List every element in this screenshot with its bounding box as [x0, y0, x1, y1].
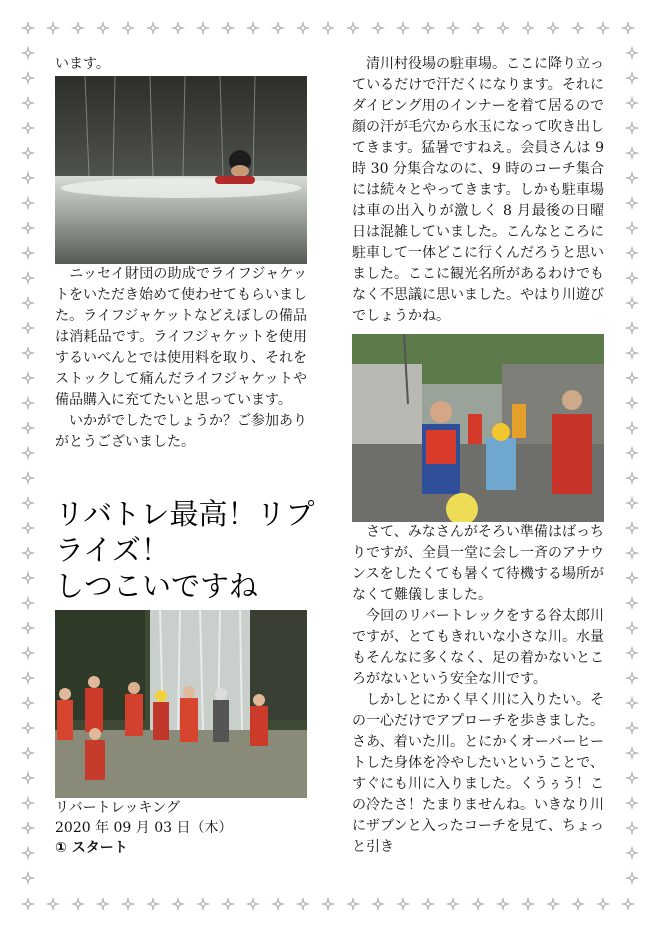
border-ornament: [625, 496, 639, 510]
border-ornament: [21, 721, 35, 735]
border-ornament: [625, 821, 639, 835]
border-ornament: [346, 21, 360, 35]
border-ornament: [71, 21, 85, 35]
border-ornament: [21, 421, 35, 435]
border-ornament: [321, 897, 335, 911]
photo-caption: [55, 798, 233, 858]
border-ornament: [396, 897, 410, 911]
border-ornament: [96, 21, 110, 35]
border-ornament: [246, 21, 260, 35]
border-ornament: [471, 897, 485, 911]
border-ornament: [625, 246, 639, 260]
border-ornament: [46, 21, 60, 35]
border-ornament: [446, 897, 460, 911]
border-ornament: [625, 746, 639, 760]
border-ornament: [21, 596, 35, 610]
border-ornament: [21, 346, 35, 360]
border-ornament: [496, 897, 510, 911]
border-ornament: [596, 21, 610, 35]
border-ornament: [625, 171, 639, 185]
border-ornament: [371, 897, 385, 911]
border-ornament: [21, 446, 35, 460]
border-ornament: [625, 146, 639, 160]
border-ornament: [625, 621, 639, 635]
caption-line-2: 2020 年 09 月 03 日（木）: [55, 820, 233, 836]
border-ornament: [21, 171, 35, 185]
border-ornament: [21, 121, 35, 135]
border-ornament: [21, 271, 35, 285]
border-ornament: [621, 897, 635, 911]
border-ornament: [221, 21, 235, 35]
border-ornament: [625, 396, 639, 410]
border-ornament: [146, 897, 160, 911]
border-ornament: [21, 696, 35, 710]
border-ornament: [21, 96, 35, 110]
border-ornament: [71, 897, 85, 911]
photo-waterfall-swimmer: [55, 76, 307, 264]
border-ornament: [371, 21, 385, 35]
border-ornament: [196, 897, 210, 911]
border-ornament: [146, 21, 160, 35]
border-ornament: [346, 897, 360, 911]
border-ornament: [246, 897, 260, 911]
border-ornament: [625, 96, 639, 110]
border-ornament: [521, 21, 535, 35]
border-ornament: [21, 621, 35, 635]
border-ornament: [521, 897, 535, 911]
border-ornament: [625, 121, 639, 135]
border-ornament: [321, 21, 335, 35]
border-ornament: [625, 196, 639, 210]
border-ornament: [421, 897, 435, 911]
border-ornament: [625, 321, 639, 335]
border-ornament: [121, 897, 135, 911]
border-ornament: [21, 371, 35, 385]
left-top-fragment: います。: [55, 56, 110, 72]
border-ornament: [121, 21, 135, 35]
border-ornament: [625, 421, 639, 435]
border-ornament: [21, 646, 35, 660]
border-ornament: [171, 897, 185, 911]
right-paragraph-1: 清川村役場の駐車場。ここに降り立っているだけで汗だくになります。それにダイビング用のインナーを着て居るので顔の汗が毛穴から水玉になって吹き出してきます。猛暑ですねえ。会員さんは 9 時 30 分集合なのに、9 時のコーチ集合には続々とやってきます。しかも駐車場は車の出入りが激しく 8 月最後の日曜日は混雑していました。こんなところに駐車して一体どこに行くんだろうと思いました。ここに観光名所があるわけでもなく不思議に思いました。やはり川遊びでしょうかね。: [352, 56, 604, 324]
headline-line-2: ライズ！: [55, 533, 170, 567]
border-ornament: [21, 471, 35, 485]
border-ornament: [296, 21, 310, 35]
headline: [55, 496, 315, 604]
border-ornament: [21, 396, 35, 410]
right-paragraph-4: しかしとにかく早く川に入りたい。その一心だけでアプローチを歩きました。さあ、着いた川。とにかくオーバーヒートした身体を冷やしたいということで、すぐにも川に入りました。くうぅう！この冷たさ！たまりませんね。いきなり川にザブンと入ったコーチを見て、ちょっと引き: [352, 692, 604, 855]
border-ornament: [546, 21, 560, 35]
border-ornament: [625, 846, 639, 860]
border-ornament: [625, 671, 639, 685]
border-ornament: [625, 571, 639, 585]
border-ornament: [21, 796, 35, 810]
left-paragraph-2: いかがでしたでしょうか？ご参加ありがとうございました。: [55, 413, 307, 450]
border-ornament: [496, 21, 510, 35]
border-ornament: [21, 21, 35, 35]
border-ornament: [21, 321, 35, 335]
border-ornament: [271, 897, 285, 911]
border-ornament: [471, 21, 485, 35]
right-paragraph-3: 今回のリバートレックをする谷太郎川ですが、とてもきれいな小さな川。水量もそんなに多くなく、足の着かないところがないという安全な川です。: [352, 608, 604, 687]
border-ornament: [21, 897, 35, 911]
border-ornament: [21, 521, 35, 535]
border-ornament: [21, 846, 35, 860]
border-ornament: [625, 446, 639, 460]
border-ornament: [21, 71, 35, 85]
border-ornament: [21, 46, 35, 60]
border-ornament: [625, 771, 639, 785]
left-paragraph-1: ニッセイ財団の助成でライフジャケットをいただき始めて使わせてもらいました。ライフジャケットなどえぼしの備品は消耗品です。ライフジャケットを使用するいべんとでは使用料を取り、それをストックして痛んだライフジャケットや備品購入に充てたいと思っています。: [55, 266, 307, 408]
border-ornament: [21, 146, 35, 160]
border-ornament: [625, 871, 639, 885]
left-column: [55, 54, 307, 75]
photo-group-at-waterfall: [55, 610, 307, 798]
right-paragraph-2: さて、みなさんがそろい準備はばっちりですが、全員一堂に会し一斉のアナウンスをしたくても暑くて待機する場所がなくて難儀しました。: [352, 524, 604, 603]
border-ornament: [625, 271, 639, 285]
border-ornament: [46, 897, 60, 911]
border-ornament: [21, 771, 35, 785]
border-ornament: [96, 897, 110, 911]
border-ornament: [21, 246, 35, 260]
border-ornament: [571, 897, 585, 911]
border-ornament: [446, 21, 460, 35]
border-ornament: [625, 521, 639, 535]
border-ornament: [571, 21, 585, 35]
headline-line-3: しつこいですね: [55, 569, 259, 603]
border-ornament: [171, 21, 185, 35]
border-ornament: [596, 897, 610, 911]
caption-line-3: ① スタート: [55, 840, 128, 856]
headline-line-1: リバトレ最高！リプ: [55, 497, 315, 531]
border-ornament: [625, 71, 639, 85]
caption-line-1: リバートレッキング: [55, 800, 181, 816]
right-column-top: [352, 54, 604, 327]
border-ornament: [396, 21, 410, 35]
border-ornament: [625, 646, 639, 660]
border-ornament: [625, 221, 639, 235]
border-ornament: [271, 21, 285, 35]
photo-group-walking: [352, 334, 604, 522]
border-ornament: [21, 221, 35, 235]
border-ornament: [421, 21, 435, 35]
border-ornament: [625, 346, 639, 360]
border-ornament: [625, 546, 639, 560]
border-ornament: [196, 21, 210, 35]
border-ornament: [625, 46, 639, 60]
left-column-body: [55, 264, 307, 453]
border-ornament: [21, 821, 35, 835]
border-ornament: [21, 746, 35, 760]
border-ornament: [21, 571, 35, 585]
border-ornament: [21, 196, 35, 210]
border-ornament: [21, 496, 35, 510]
border-ornament: [625, 371, 639, 385]
border-ornament: [21, 671, 35, 685]
border-ornament: [21, 296, 35, 310]
border-ornament: [625, 796, 639, 810]
border-ornament: [625, 596, 639, 610]
border-ornament: [625, 471, 639, 485]
border-ornament: [625, 696, 639, 710]
border-ornament: [621, 21, 635, 35]
border-ornament: [21, 546, 35, 560]
border-ornament: [21, 871, 35, 885]
border-ornament: [625, 721, 639, 735]
border-ornament: [296, 897, 310, 911]
border-ornament: [546, 897, 560, 911]
border-ornament: [221, 897, 235, 911]
border-ornament: [625, 296, 639, 310]
right-column-body: [352, 522, 604, 858]
